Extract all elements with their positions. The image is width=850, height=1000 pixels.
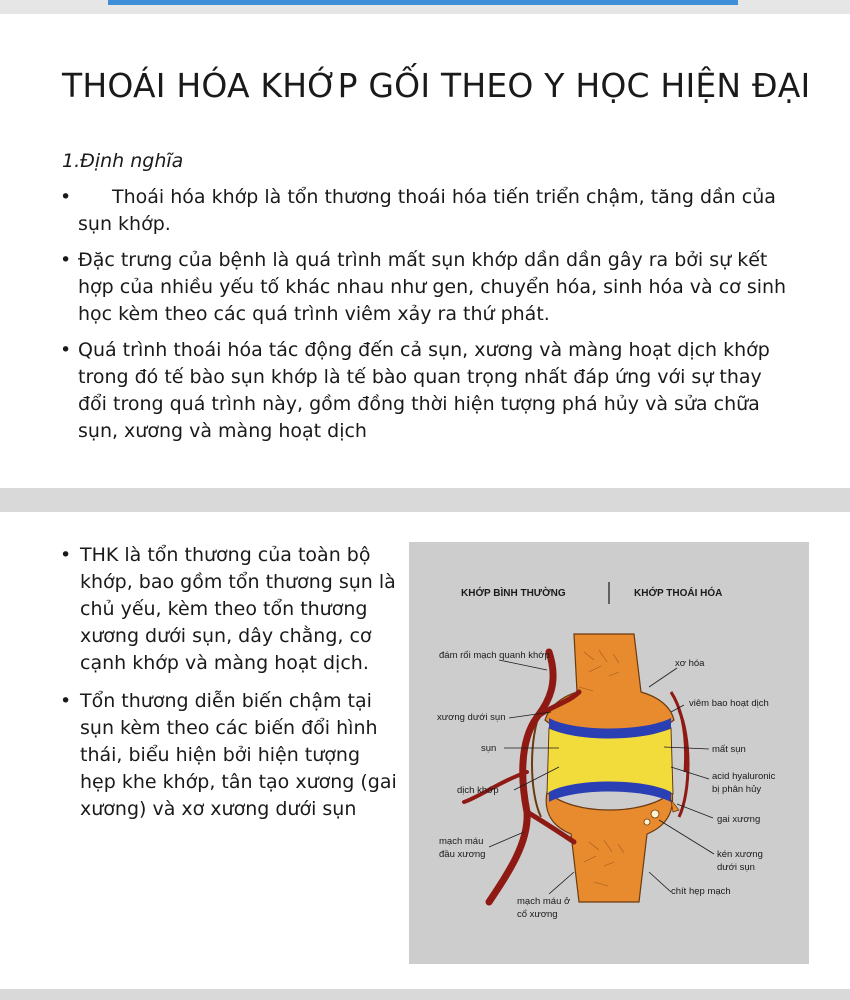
bone-cyst xyxy=(644,819,650,825)
slide-definition xyxy=(0,14,850,488)
bullet-icon: • xyxy=(60,544,72,566)
bone-cyst xyxy=(651,810,659,818)
pathology-bullet-list xyxy=(60,542,400,834)
list-item xyxy=(60,184,795,238)
knee-joint-diagram xyxy=(409,542,809,964)
label-vessel-narrowing: chít hẹp mạch xyxy=(671,886,731,897)
label-bone-cyst-2: dưới sụn xyxy=(717,862,755,873)
bullet-text: THK là tổn thương của toàn bộ khớp, bao gồm tổn thương sụn là chủ yếu, kèm theo tổn thương xương dưới sụn, dây chằng, cơ cạnh khớp và màng hoạt dịch. xyxy=(80,544,396,674)
main-vessel xyxy=(489,652,553,902)
previous-slide-edge xyxy=(0,0,850,14)
label-hyaluronic: acid hyaluronic xyxy=(712,771,776,782)
list-item xyxy=(60,247,795,328)
header-degenerated-joint: KHỚP THOÁI HÓA xyxy=(634,588,723,599)
label-bone-cyst: kén xương xyxy=(717,849,763,860)
label-neck-vessel-2: cổ xương xyxy=(517,909,558,920)
label-neck-vessel: mạch máu ở xyxy=(517,896,571,907)
label-head-vessel: mạch máu xyxy=(439,836,484,847)
header-normal-joint: KHỚP BÌNH THƯỜNG xyxy=(461,588,566,599)
definition-bullet-list xyxy=(60,184,795,454)
section-heading: 1.Định nghĩa xyxy=(62,150,184,172)
label-synovial-fluid: dịch khớp xyxy=(457,785,499,796)
lower-bone xyxy=(546,792,672,902)
bullet-icon: • xyxy=(60,339,72,361)
vessel-right xyxy=(671,692,686,772)
previous-slide-accent-bar xyxy=(108,0,738,5)
list-item xyxy=(60,688,400,823)
slide-title: THOÁI HÓA KHỚP GỐI THEO Y HỌC HIỆN ĐẠI xyxy=(62,66,811,105)
label-cartilage-loss: mất sụn xyxy=(712,744,746,755)
bullet-text: Tổn thương diễn biến chậm tại sụn kèm theo các biến đổi hình thái, biểu hiện bởi hiện tượng hẹp khe khớp, tân tạo xương (gai xương) và xơ xương dưới sụn xyxy=(80,690,397,820)
slide-pathology xyxy=(0,512,850,989)
list-item xyxy=(60,337,795,445)
list-item xyxy=(60,542,400,677)
osteophyte xyxy=(671,800,679,812)
label-sclerosis: xơ hóa xyxy=(675,658,705,669)
label-subchondral-bone: xương dưới sụn xyxy=(437,712,506,723)
bullet-icon: • xyxy=(60,249,72,271)
bullet-text: Đặc trưng của bệnh là quá trình mất sụn khớp dần dần gây ra bởi sự kết hợp của nhiều yếu tố khác nhau như gen, chuyển hóa, sinh hóa và cơ sinh học kèm theo các quá trình viêm xảy ra thứ phát. xyxy=(78,249,787,325)
bullet-text: Quá trình thoái hóa tác động đến cả sụn, xương và màng hoạt dịch khớp trong đó tế bào sụn khớp là tế bào quan trọng nhất đáp ứng với sự thay đổi trong quá trình này, gồm đồng thời hiện tượng phá hủy và sửa chữa sụn, xương và màng hoạt dịch xyxy=(78,339,770,442)
label-hyaluronic-2: bị phân hủy xyxy=(712,784,762,795)
label-capsulitis: viêm bao hoạt dịch xyxy=(689,698,769,709)
bullet-text: Thoái hóa khớp là tổn thương thoái hóa tiến triển chậm, tăng dần của sụn khớp. xyxy=(78,186,776,235)
bullet-icon: • xyxy=(60,690,72,712)
label-head-vessel-2: đầu xương xyxy=(439,849,486,860)
label-plexus: đám rối mạch quanh khớp xyxy=(439,650,550,661)
label-cartilage: sụn xyxy=(481,743,497,754)
label-osteophyte: gai xương xyxy=(717,814,761,825)
upper-bone xyxy=(545,634,674,738)
bullet-icon: • xyxy=(60,186,72,208)
joint-illustration xyxy=(409,542,809,964)
